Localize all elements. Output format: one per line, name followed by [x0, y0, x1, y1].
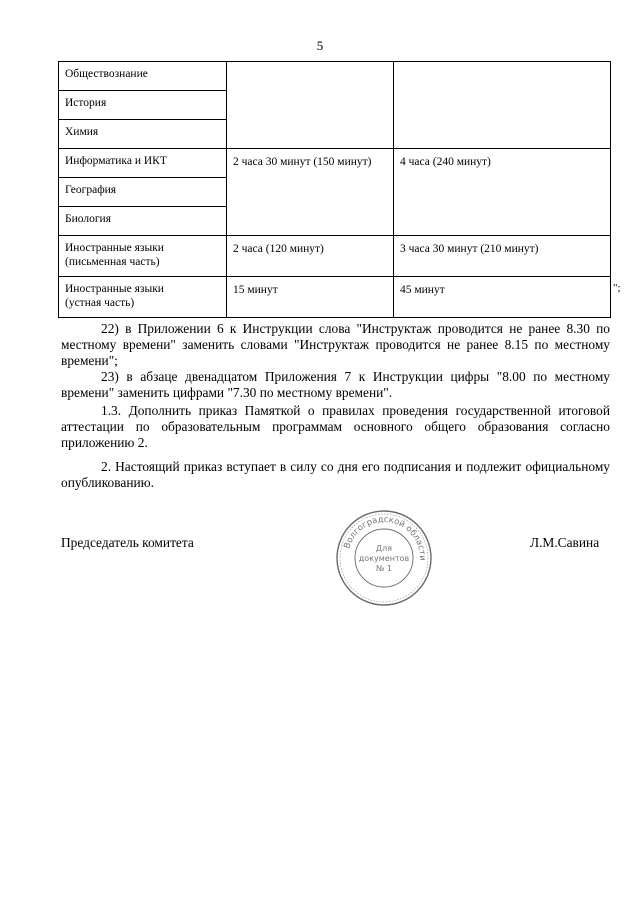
closing-quote-mark: "; — [613, 282, 621, 294]
subject-cell — [59, 236, 227, 277]
page-number: 5 — [316, 38, 324, 53]
table-row — [59, 236, 611, 277]
paragraph-1-3: 1.3. Дополнить приказ Памяткой о правилах проведения государственной итоговой аттестации по образовательным программам основного общего образования согласно приложению 2. — [61, 403, 610, 450]
official-stamp — [334, 508, 434, 608]
duration-cell: 2 часа 30 минут (150 минут) — [227, 149, 394, 236]
stamp-center-line: Для — [375, 544, 393, 553]
subject-cell — [59, 277, 227, 318]
subject-cell: Информатика и ИКТ — [59, 149, 227, 178]
subject-cell: История — [59, 91, 227, 120]
duration-cell — [394, 62, 611, 149]
stamp-ring-text: Волгоградской области — [342, 514, 428, 561]
stamp-center-line: № 1 — [376, 564, 392, 573]
subject-line: Иностранные языки — [65, 283, 164, 295]
table-row — [59, 62, 611, 91]
duration-cell: 15 минут — [227, 277, 394, 318]
table-row — [59, 149, 611, 178]
exam-duration-table — [58, 61, 611, 318]
duration-cell: 2 часа (120 минут) — [227, 236, 394, 277]
subject-cell: Биология — [59, 207, 227, 236]
subject-line: (устная часть) — [65, 297, 135, 309]
subject-cell: Обществознание — [59, 62, 227, 91]
duration-cell: 4 часа (240 минут) — [394, 149, 611, 236]
paragraph-item-22: 22) в Приложении 6 к Инструкции слова "Инструктаж проводится не ранее 8.30 по местному времени" заменить словами "Инструктаж проводится не ранее 8.15 по местному времени"; — [61, 321, 610, 368]
subject-line: (письменная часть) — [65, 256, 160, 268]
stamp-center-line: документов — [358, 554, 410, 563]
subject-line: Иностранные языки — [65, 242, 164, 254]
signature-name: Л.М.Савина — [530, 535, 600, 550]
paragraph-2: 2. Настоящий приказ вступает в силу со дня его подписания и подлежит официальному опубликованию. — [61, 459, 610, 490]
signature-title: Председатель комитета — [61, 535, 194, 550]
duration-cell: 45 минут — [394, 277, 611, 318]
subject-cell: География — [59, 178, 227, 207]
subject-cell: Химия — [59, 120, 227, 149]
paragraph-item-23: 23) в абзаце двенадцатом Приложения 7 к Инструкции цифры "8.00 по местному времени" заменить цифрами "7.30 по местному времени". — [61, 369, 610, 400]
table-row — [59, 277, 611, 318]
duration-cell: 3 часа 30 минут (210 минут) — [394, 236, 611, 277]
duration-cell — [227, 62, 394, 149]
